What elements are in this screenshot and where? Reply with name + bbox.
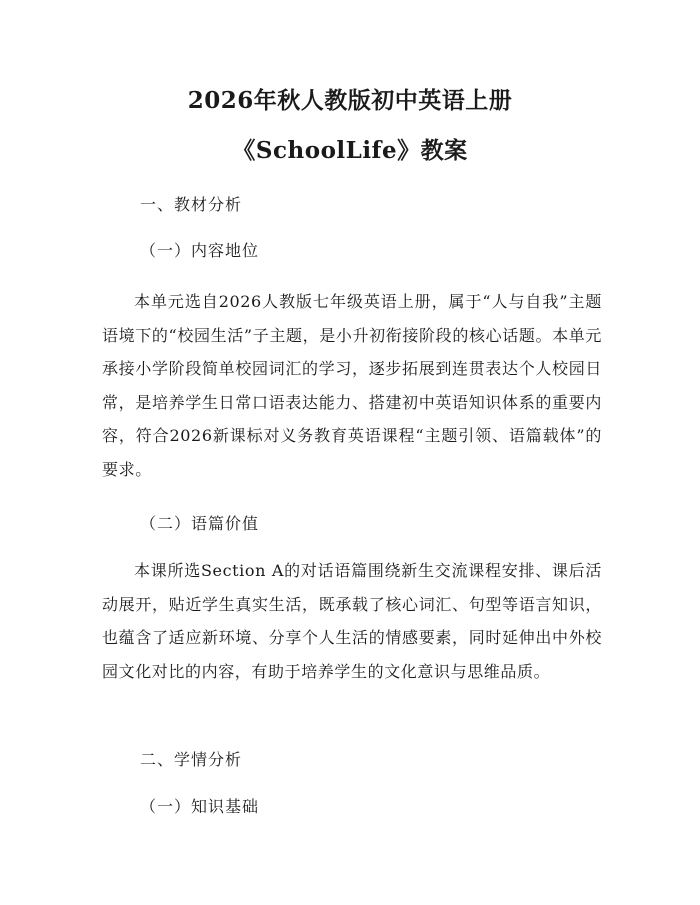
paragraph-content-position: 本单元选自2026人教版七年级英语上册，属于“人与自我”主题语境下的“校园生活”子主题，是小升初衔接阶段的核心话题。本单元承接小学阶段简单校园词汇的学习，逐步拓展到连贯表达个人校园日常，是培养学生日常口语表达能力、搭建初中英语知识体系的重要内容，符合2026新课标对义务教育英语课程“主题引领、语篇载体”的要求。 (102, 292, 602, 479)
section-heading-textbook-analysis: 一、教材分析 (140, 195, 243, 214)
document-title-line-2: 《SchoolLife》教案 (232, 137, 468, 164)
subsection-heading-knowledge-base: （一）知识基础 (140, 797, 260, 816)
subsection-heading-discourse-value: （二）语篇价值 (140, 514, 260, 533)
document-title-line-1: 2026年秋人教版初中英语上册 (187, 87, 513, 114)
section-heading-learner-analysis: 二、学情分析 (140, 750, 243, 769)
subsection-heading-content-position: （一）内容地位 (140, 241, 260, 260)
paragraph-discourse-value: 本课所选Section A的对话语篇围绕新生交流课程安排、课后活动展开，贴近学生真实生活，既承载了核心词汇、句型等语言知识，也蕴含了适应新环境、分享个人生活的情感要素，同时延伸出中外校园文化对比的内容，有助于培养学生的文化意识与思维品质。 (102, 561, 602, 681)
